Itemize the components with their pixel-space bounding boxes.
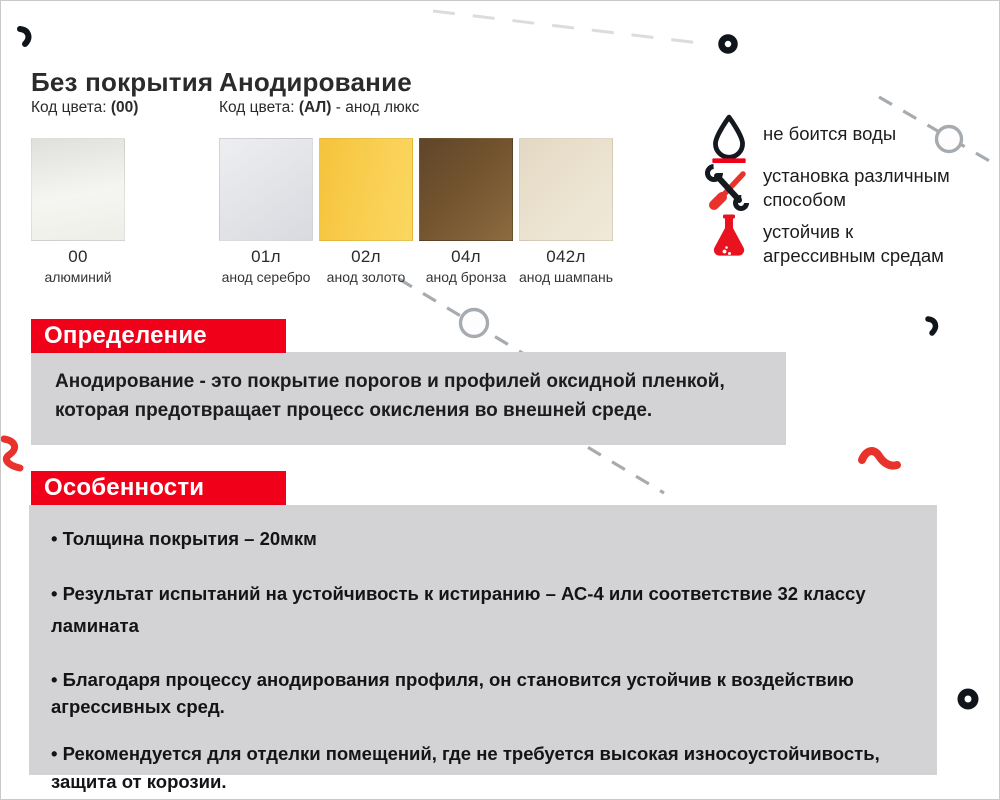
swatch-name: анод бронза (425, 269, 507, 285)
definition-box (31, 352, 786, 445)
swatch-04l (419, 138, 513, 241)
comma-doodle-icon (20, 29, 28, 44)
swatch-code: 042л (546, 247, 586, 266)
code-value: (00) (110, 99, 139, 116)
definition-text: Анодирование - это покрытие порогов и профилей оксидной пленкой, которая предотвращает процесс окисления во внешней среде. (55, 371, 725, 422)
comma-doodle-icon (928, 319, 935, 333)
swatch-code: 00 (68, 247, 88, 266)
swatch-01l (219, 138, 313, 241)
benefit-label-installation: установка различным способом (763, 165, 950, 211)
swatch-label (28, 247, 128, 285)
tools-icon (702, 163, 750, 211)
water-drop-icon (708, 113, 750, 163)
swatch-name: анод шампань (518, 269, 614, 285)
anodizing-title: Анодирование (219, 67, 412, 97)
flask-icon (711, 212, 747, 262)
swatch-label (416, 247, 516, 285)
swatch-code: 04л (451, 247, 481, 266)
donut-dot-icon (961, 692, 975, 706)
swatch-name: алюминий (44, 269, 112, 285)
no-coating-color-code (31, 99, 138, 117)
feature-bullet: • Результат испытаний на устойчивость к истиранию – АС-4 или соответствие 32 классу ламината (51, 578, 911, 643)
anodizing-color-code (219, 99, 419, 117)
swatch-label (216, 247, 316, 285)
feature-bullet: • Благодаря процессу анодирования профиля, он становится устойчив к воздействию агрессивных сред. (51, 666, 911, 722)
red-squiggle-icon (4, 439, 20, 468)
swatch-name: анод серебро (221, 269, 311, 285)
code-label: Код цвета: (219, 99, 295, 116)
code-value: (АЛ) (298, 99, 332, 116)
code-label: Код цвета: (31, 99, 107, 116)
feature-bullet: • Толщина покрытия – 20мкм (51, 525, 911, 553)
swatch-00 (31, 138, 125, 241)
swatch-042l (519, 138, 613, 241)
benefit-label-water: не боится воды (763, 123, 897, 144)
feature-bullet: • Рекомендуется для отделки помещений, где не требуется высокая износоустойчивость, защита от корозии. (51, 740, 911, 796)
code-suffix: - анод люкс (335, 99, 420, 116)
definition-heading: Определение (31, 319, 286, 353)
red-squiggle-icon (862, 451, 897, 466)
swatch-name: анод золото (326, 269, 406, 285)
swatch-code: 02л (351, 247, 381, 266)
features-heading: Особенности (31, 471, 286, 505)
swatch-02l (319, 138, 413, 241)
no-coating-title: Без покрытия (31, 67, 214, 97)
benefit-label-resistance: устойчив к агрессивным средам (763, 221, 944, 267)
swatch-code: 01л (251, 247, 281, 266)
dashed-line-icon (433, 11, 699, 43)
swatch-label (516, 247, 616, 285)
donut-dot-icon (722, 38, 735, 51)
features-box (29, 505, 937, 792)
swatch-label (316, 247, 416, 285)
open-circle-icon (461, 310, 488, 337)
